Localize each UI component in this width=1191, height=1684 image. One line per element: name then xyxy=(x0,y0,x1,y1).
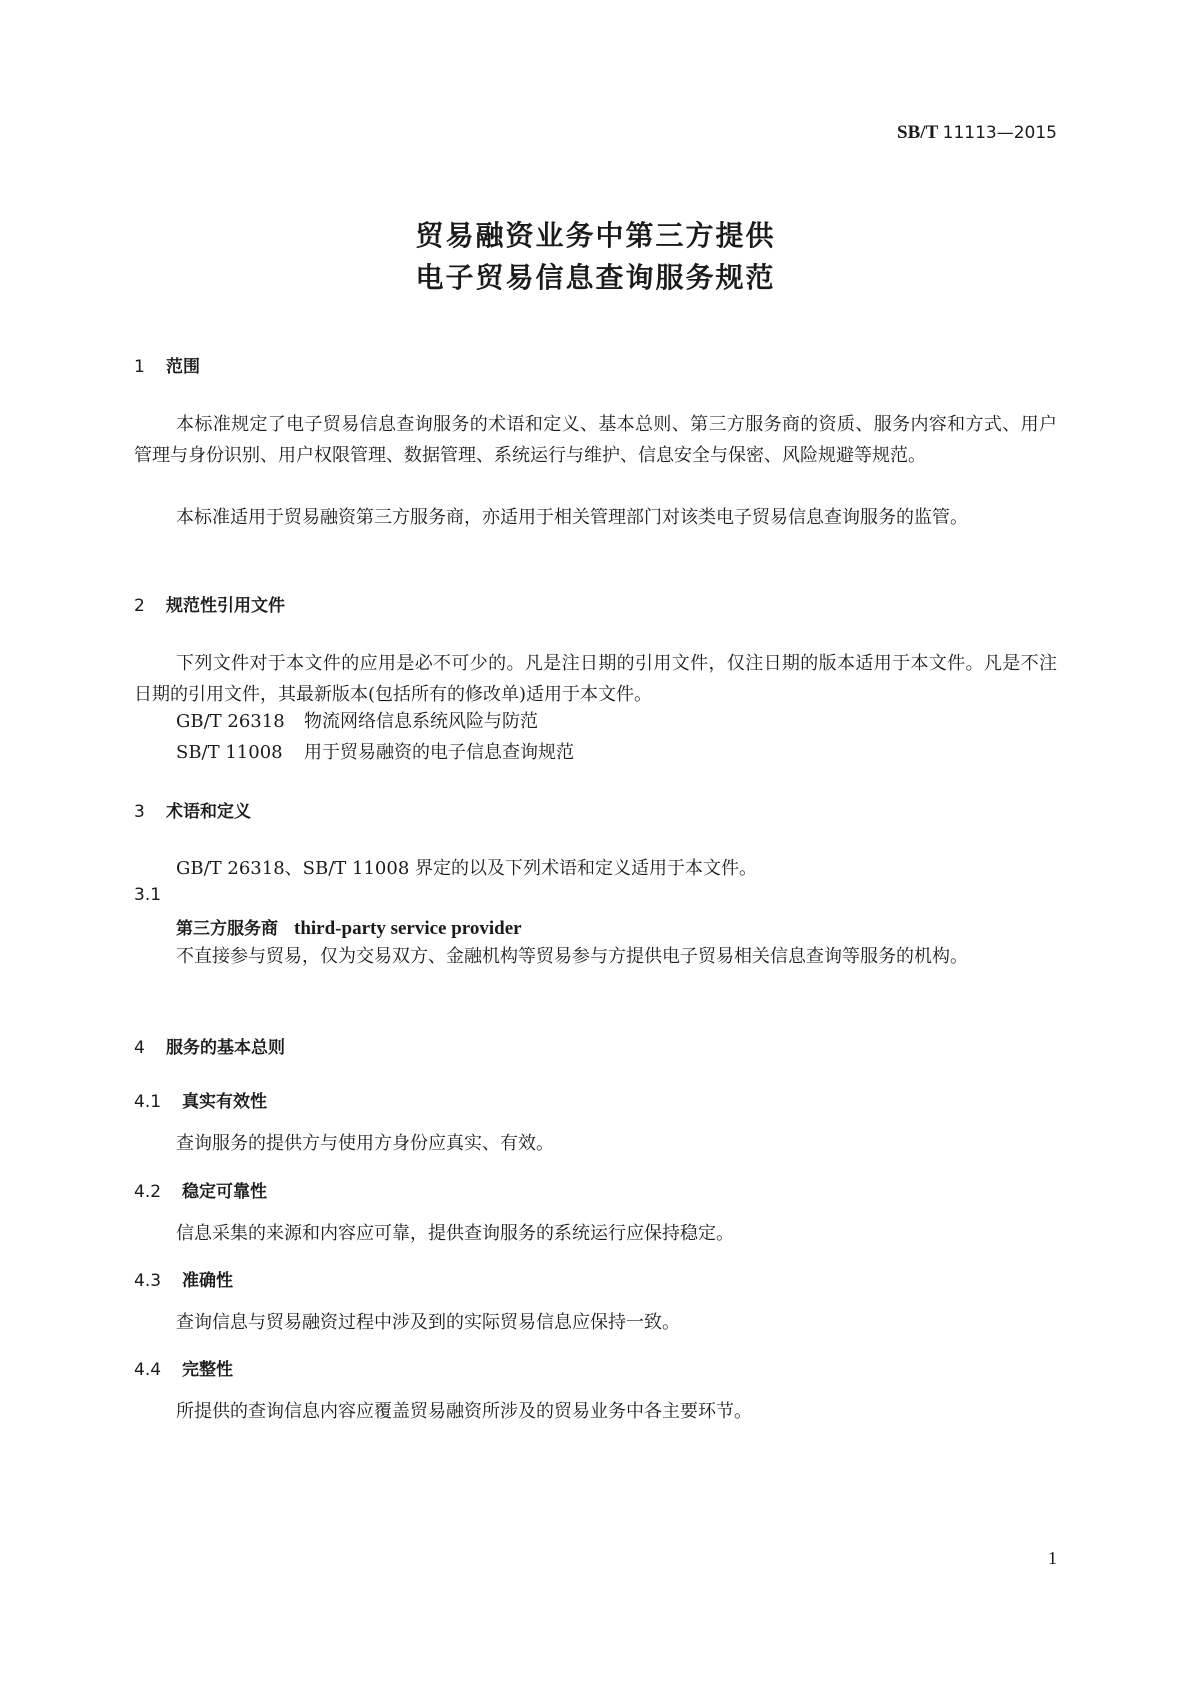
section-1-paragraph-1: 本标准规定了电子贸易信息查询服务的术语和定义、基本总则、第三方服务商的资质、服务内容和方式、用户管理与身份识别、用户权限管理、数据管理、系统运行与维护、信息安全与保密、风险规避等规范。 xyxy=(134,414,1057,466)
section-number: 3 xyxy=(134,802,145,822)
page-number: 1 xyxy=(1048,1548,1057,1568)
section-4-heading xyxy=(134,1033,285,1058)
section-number: 4 xyxy=(134,1038,145,1058)
section-title: 范围 xyxy=(166,357,200,377)
clause-4-1-text: 查询服务的提供方与使用方身份应真实、有效。 xyxy=(176,1133,554,1154)
term-chinese: 第三方服务商 xyxy=(176,919,278,939)
term-entry xyxy=(176,914,522,940)
section-title: 术语和定义 xyxy=(166,802,251,822)
clause-4-4-text: 所提供的查询信息内容应覆盖贸易融资所涉及的贸易业务中各主要环节。 xyxy=(176,1401,752,1422)
clause-title: 完整性 xyxy=(182,1360,233,1380)
clause-4-2-heading xyxy=(134,1177,267,1202)
normative-reference-2 xyxy=(176,738,574,764)
section-2-paragraph: 下列文件对于本文件的应用是必不可少的。凡是注日期的引用文件，仅注日期的版本适用于本文件。凡是不注日期的引用文件，其最新版本(包括所有的修改单)适用于本文件。 xyxy=(134,653,1057,705)
clause-4-3-heading xyxy=(134,1266,233,1291)
clause-title: 准确性 xyxy=(182,1271,233,1291)
standard-code xyxy=(897,122,1057,144)
clause-4-3-text: 查询信息与贸易融资过程中涉及到的实际贸易信息应保持一致。 xyxy=(176,1312,680,1333)
section-3-heading xyxy=(134,797,251,822)
section-title: 服务的基本总则 xyxy=(166,1038,285,1058)
clause-title: 真实有效性 xyxy=(182,1092,267,1112)
term-definition: 不直接参与贸易，仅为交易双方、金融机构等贸易参与方提供电子贸易相关信息查询等服务的机构。 xyxy=(176,946,968,967)
clause-number: 4.4 xyxy=(134,1360,162,1380)
clause-number: 4.1 xyxy=(134,1092,162,1112)
clause-number: 4.2 xyxy=(134,1182,162,1202)
reference-code: SB/T 11008 xyxy=(176,742,283,763)
section-number: 2 xyxy=(134,596,145,616)
section-number: 1 xyxy=(134,357,145,377)
section-title: 规范性引用文件 xyxy=(166,596,285,616)
term-number: 3.1 xyxy=(134,885,162,905)
section-1-heading xyxy=(134,352,200,377)
section-2-heading xyxy=(134,591,285,616)
clause-4-1-heading xyxy=(134,1087,267,1112)
document-title-line2: 电子贸易信息查询服务规范 xyxy=(415,261,776,294)
clause-4-2-text: 信息采集的来源和内容应可靠，提供查询服务的系统运行应保持稳定。 xyxy=(176,1223,734,1244)
reference-code: GB/T 26318 xyxy=(176,711,285,732)
clause-4-4-heading xyxy=(134,1355,233,1380)
normative-reference-1 xyxy=(176,707,538,733)
section-3-intro: GB/T 26318、SB/T 11008 界定的以及下列术语和定义适用于本文件。 xyxy=(176,858,757,879)
clause-number: 4.3 xyxy=(134,1271,162,1291)
clause-title: 稳定可靠性 xyxy=(182,1182,267,1202)
document-title-line1: 贸易融资业务中第三方提供 xyxy=(415,219,776,252)
section-1-paragraph-2: 本标准适用于贸易融资第三方服务商，亦适用于相关管理部门对该类电子贸易信息查询服务的监管。 xyxy=(176,507,968,528)
standard-number: 11113—2015 xyxy=(942,123,1057,143)
reference-title: 用于贸易融资的电子信息查询规范 xyxy=(304,742,574,763)
reference-title: 物流网络信息系统风险与防范 xyxy=(304,711,538,732)
standard-prefix: SB/T xyxy=(897,122,938,143)
term-english: third-party service provider xyxy=(294,918,522,939)
